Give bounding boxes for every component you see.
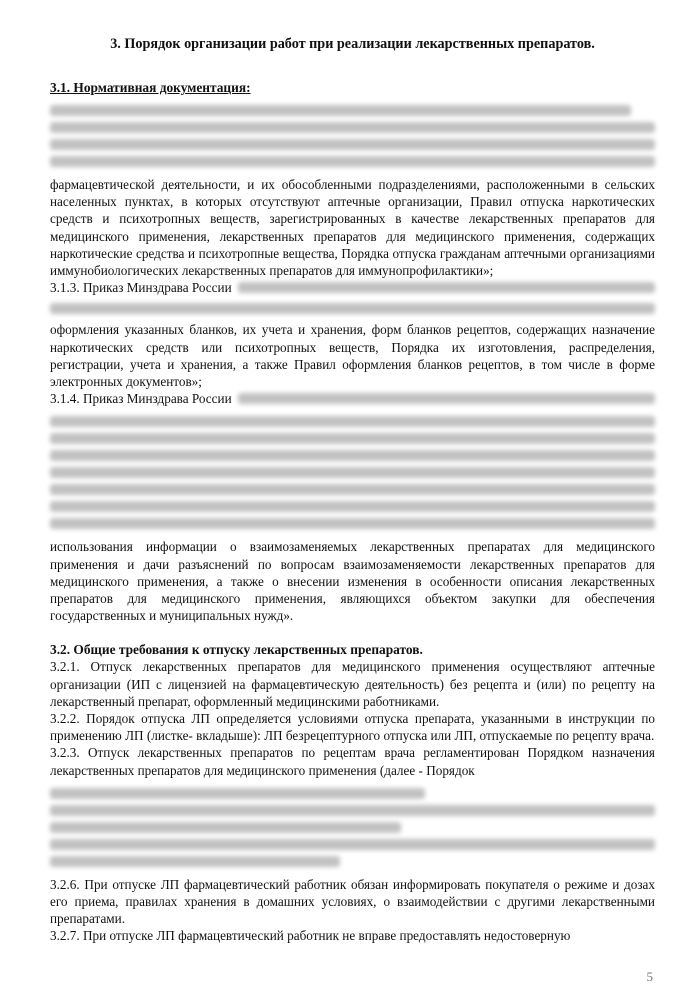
subsection-heading-3-2: 3.2. Общие требования к отпуску лекарственных препаратов. <box>50 642 423 658</box>
paragraph-3-2-2: 3.2.2. Порядок отпуска ЛП определяется условиями отпуска препарата, указанными в инструкции по применению ЛП (листке- вкладыше): ЛП безрецептурного отпуска или ЛП, отпускаемые по рецепту врача. <box>50 711 655 744</box>
redacted-block <box>50 96 655 176</box>
paragraph-3-1-6-tail: использования информации о взаимозаменяемых лекарственных препаратах для медицинского применения и дачи разъяснений по вопросам взаимозаменяемости лекарственных препаратов для медицинского применения, а также о внесении изменения в особенности описания лекарственных препаратов для медицинского применения, являющихся объектом закупки для обеспечения государственных и муниципальных нужд». <box>50 539 655 624</box>
redacted-text <box>238 393 655 404</box>
paragraph-3-2-1: 3.2.1. Отпуск лекарственных препаратов для медицинского применения осуществляют аптечные организации (ИП с лицензией на фармацевтическую деятельность) без рецепта и (или) по рецепту на лекарственный препарат, оформленный медицинскими работниками. <box>50 659 655 709</box>
page-number: 5 <box>646 969 653 984</box>
redacted-block <box>50 779 655 876</box>
redacted-block <box>50 296 655 321</box>
paragraph-3-1-3-start: 3.1.3. Приказ Минздрава России <box>50 279 655 296</box>
section-title: 3. Порядок организации работ при реализации лекарственных препаратов. <box>110 36 595 52</box>
paragraph-3-2-6: 3.2.6. При отпуске ЛП фармацевтический работник обязан информировать покупателя о режиме и дозах его приема, правилах хранения в домашних условиях, о взаимодействии с другими лекарственными препаратами. <box>50 876 655 927</box>
subsection-heading-3-1: 3.1. Нормативная документация: <box>50 80 251 95</box>
paragraph-3-1-4-start: 3.1.4. Приказ Минздрава России <box>50 390 655 407</box>
redacted-text <box>238 282 655 293</box>
paragraph-3-1-3-tail: оформления указанных бланков, их учета и хранения, форм бланков рецептов, содержащих назначение наркотических средств или психотропных веществ, Порядка их изготовления, распределения, регистрации, учета и хранения, а также Правил оформления бланков рецептов, в том числе в форме электронных документов»; <box>50 322 655 390</box>
redacted-block <box>50 407 655 538</box>
document-page <box>50 36 655 945</box>
paragraph-3-1-2-tail: фармацевтической деятельности, и их обособленными подразделениями, расположенными в сельских населенных пунктах, в которых отсутствуют аптечные организации, Правил отпуска наркотических средств и психотропных веществ, зарегистрированных в качестве лекарственных препаратов для медицинского применения, лекарственных препаратов для медицинского применения, содержащих наркотические средства и психотропные вещества, Порядка отпуска гражданам аптечными организациями иммунобиологических лекарственных препаратов для иммунопрофилактики»; <box>50 177 655 279</box>
paragraph-3-2-7: 3.2.7. При отпуске ЛП фармацевтический работник не вправе предоставлять недостоверную <box>50 928 571 944</box>
paragraph-3-2-3: 3.2.3. Отпуск лекарственных препаратов по рецептам врача регламентирован Порядком назначения лекарственных препаратов для медицинского применения (далее - Порядок <box>50 745 655 778</box>
